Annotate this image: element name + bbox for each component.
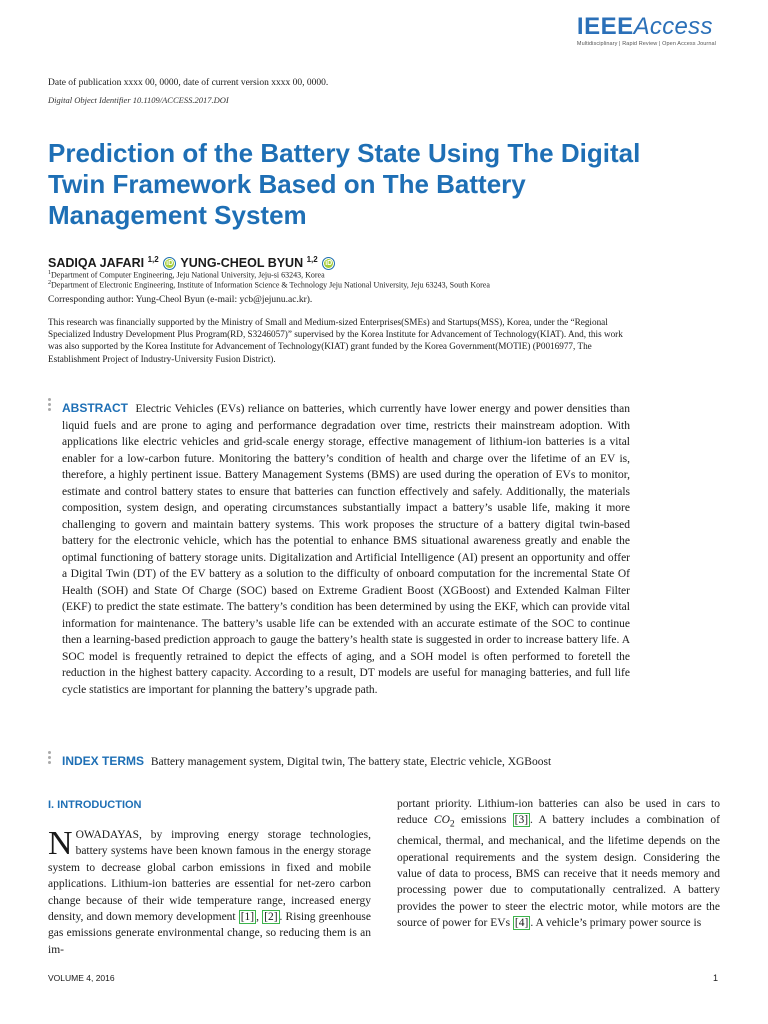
- doi-line: Digital Object Identifier 10.1109/ACCESS.2017.DOI: [48, 95, 229, 105]
- intro-right-column: [397, 796, 720, 932]
- citation-link[interactable]: [1]: [240, 911, 255, 924]
- abstract-text: Electric Vehicles (EVs) reliance on batteries, which currently have lower energy and power densities than liquid fuels and are prone to aging and performance degradation over time, restricts their mainstream adoption. With applications like electric vehicles and grid-scale energy storage, effective management of lithium-ion batteries is a vital enabler for a low-carbon future. Monitoring the battery’s condition of health and charge over the lifetime of an EV is, therefore, a highly pertinent issue. Battery Management Systems (BMS) are used during the operation of EVs to monitor, estimate and control battery states to ensure that batteries can function effectively and safely. Additionally, the materials composition, system design, and operating circumstances substantially impact a battery’s usable life, making it more challenging to govern and maintain battery systems. This work proposes the structure of a battery digital twin-based battery for the electronic vehicle, which has the potential to enhance BMS situational awareness greatly and enable the optimal functioning of battery storage units. Digitalization and Artificial Intelligence (AI) present an opportunity and offer a Digital Twin (DT) of the EV battery as a solution to the difficulty of onboard computation for the incremental State Of Health (SOH) and State Of Charge (SOC) based on Extreme Gradient Boost (XGBoost) and Extended Kalman Filter (EKF) to predict the state estimate. The battery’s condition has been determined by using the EKF, which can provide vital information for maintenance. The battery’s usable life can be extended with an accurate estimate of the SOC to continue then a learning-based prediction approach to gauge the battery’s health state is suggested in order to increase battery life. A SOC model is frequently retrained to depict the effects of aging, and a SOH model is often performed to foretell the reduction in the highest battery capacity. According to a result, DT models are useful for managing batteries, and full life cycle statistics are important for planning the battery’s upgrade path.: [62, 403, 631, 696]
- logo-tagline: Multidisciplinary | Rapid Review | Open Access Journal: [576, 41, 716, 47]
- funding-statement: This research was financially supported by the Ministry of Small and Medium-sized Enterprises(SMEs) and Startups(MSS), Korea, under the “Regional Specialized Industry Development Plus Program(RD, S3246057)” supervised by the Korea Institute for Advancement of Technology(KIAT). And, this work was also supported by the Korea Institute for Advancement of Technology(KIAT) grant funded by the Korea Government(MOTIE) (P0016977, The Establishment Project of Industry-University Fusion District).: [48, 317, 623, 364]
- affiliation-text: Department of Electronic Engineering, Institute of Information Science & Technology Jeju National University, Jeju 63243, South Korea: [51, 280, 490, 290]
- abstract: [62, 400, 630, 698]
- author-affiliation-marker: 1,2: [147, 255, 159, 264]
- intro-text: OWADAYAS, by improving energy storage technologies, battery systems have been known famous in the energy storage system to decrease global carbon emissions in fixed and mobile applications. Lithium-ion batteries are essential for net-zero carbon change because of their wide temperature range, increased energy density, and down memory development: [48, 829, 371, 924]
- ieee-access-logo: [577, 14, 716, 47]
- co2-subscript: 2: [449, 818, 455, 830]
- author-name: YUNG-CHEOL BYUN: [180, 256, 304, 271]
- section-heading: I. INTRODUCTION: [48, 799, 142, 811]
- logo-brand-italic: Access: [633, 13, 713, 40]
- author-name: SADIQA JAFARI: [48, 256, 145, 271]
- intro-text: emissions: [454, 814, 513, 827]
- author-list: [48, 255, 336, 270]
- intro-text: . A vehicle’s primary power source is: [530, 917, 702, 930]
- author-affiliation-marker: 1,2: [306, 255, 318, 264]
- co2-symbol: CO: [433, 814, 450, 827]
- abstract-heading: ABSTRACT: [62, 401, 128, 415]
- orcid-icon[interactable]: iD: [322, 257, 335, 270]
- page-number: 1: [712, 973, 718, 983]
- volume-footer: VOLUME 4, 2016: [48, 973, 115, 983]
- citation-link[interactable]: [2]: [264, 911, 278, 924]
- affiliation-text: Department of Computer Engineering, Jeju National University, Jeju-si 63243, Korea: [51, 270, 325, 280]
- intro-text: portant priority. Lithium-ion batteries can also be used in cars to reduce: [397, 798, 720, 827]
- affiliation-marker: 2: [48, 280, 51, 286]
- abstract-dots-icon: [48, 398, 51, 413]
- affiliation: [48, 280, 490, 290]
- intro-text: . Rising greenhouse gas emissions generate environmental change, so reducing them is an im-: [48, 911, 372, 956]
- logo-brand: [577, 14, 716, 40]
- affiliation-marker: 1: [48, 270, 51, 276]
- citation-separator: ,: [256, 911, 263, 924]
- orcid-icon[interactable]: iD: [163, 257, 176, 270]
- paper-title: Prediction of the Battery State Using The Digital Twin Framework Based on The Battery Management System: [48, 138, 641, 230]
- index-terms-text: Battery management system, Digital twin, The battery state, Electric vehicle, XGBoost: [150, 756, 552, 768]
- affiliation: [48, 270, 325, 280]
- index-terms-heading: INDEX TERMS: [62, 754, 145, 768]
- citation-link[interactable]: [3]: [514, 814, 529, 827]
- intro-text: . A battery includes a combination of chemical, thermal, and mechanical, and the lifetime depends on the operational requirements and the system design. Considering the value of data to process, BMS can receive that it needs memory and processing power due to computationally centralized. A battery provides the power to steer the electric motor, while motors are the source of power for EVs: [397, 814, 720, 930]
- index-terms-dots-icon: [48, 751, 51, 766]
- drop-cap: N: [48, 825, 73, 862]
- publication-date-line: Date of publication xxxx 00, 0000, date of current version xxxx 00, 0000.: [48, 78, 329, 88]
- corresponding-author: Corresponding author: Yung-Cheol Byun (e-mail: ycb@jejunu.ac.kr).: [48, 295, 313, 305]
- citation-link[interactable]: [4]: [514, 917, 529, 930]
- intro-left-column: [48, 827, 371, 958]
- index-terms: [62, 754, 551, 768]
- logo-brand-bold: IEEE: [576, 13, 634, 40]
